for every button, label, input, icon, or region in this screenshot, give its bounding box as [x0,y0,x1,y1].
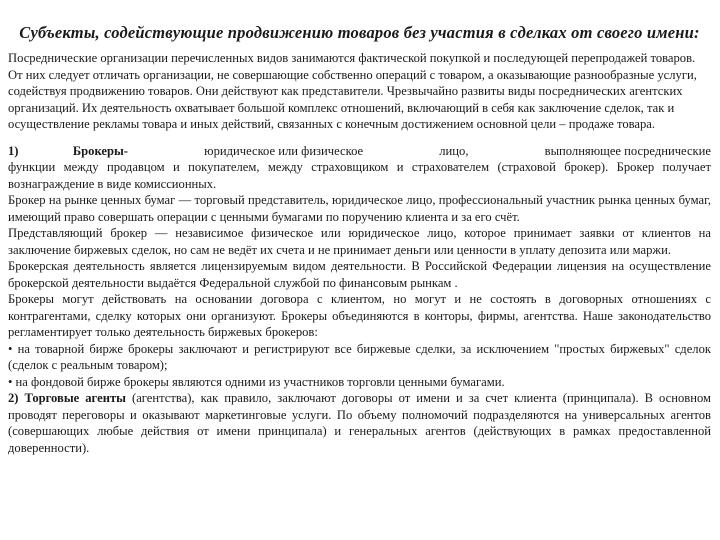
introducing-broker-paragraph: Представляющий брокер — независимое физическое или юридическое лицо, которое принимает заявки от клиентов на заключение биржевых сделок, но сам не ведёт их счета и не принимает деньги или ценности в уплату депозита или маржи. [8,226,711,257]
broker-license-paragraph: Брокерская деятельность является лицензируемым видом деятельности. В Российской Федерации лицензия на осуществление брокерской деятельности выдаётся Федеральной службой по финансовым рынкам . [8,259,711,290]
broker-number-and-term [8,143,128,160]
broker-term: Брокеры- [72,143,129,158]
trade-agents-paragraph [8,390,711,456]
broker-def-part-3: выполняющее посреднические [544,143,711,158]
broker-def-part-1: юридическое или физическое [204,143,364,158]
spacer [8,133,711,143]
agents-text: (агентства), как правило, заключают договоры от имени и за счет клиента (принципала). В основном проводят переговоры и оказывают маркетинговые услуги. По объему полномочий подразделяются на универсальных агентов (совершающих любые действия от имени принципала) и генеральных агентов (действующих в рамках предоставленной доверенности). [8,391,711,455]
broker-securities-market-paragraph: Брокер на рынке ценных бумаг — торговый представитель, юридическое лицо, профессиональный участник рынка ценных бумаг, имеющий право совершать операции с ценными бумагами по поручению клиента и за его счёт. [8,193,711,224]
broker-number: 1) [8,143,19,158]
stock-exchange-bullet: • на фондовой бирже брокеры являются одними из участников торговли ценными бумагами. [8,374,505,389]
agents-term: Торговые агенты [24,391,126,405]
intro-paragraph: Посреднические организации перечисленных видов занимаются фактической покупкой и последующей перепродажей товаров. От них следует отличать организации, не совершающие собственно операций с товаром, а оказывающие разнообразные услуги, содействуя продвижению товаров. Они действуют как представители. Чрезвычайно развиты виды посреднических агентских организаций. Их деятельность охватывает большой комплекс отношений, включающий в себя как заключение сделок, так и осуществление рекламы товара и иных действий, связанных с конечным достижением основной цели – продаже товара. [8,51,697,131]
commodity-exchange-bullet: • на товарной бирже брокеры заключают и регистрируют все биржевые сделки, за исключением "простых биржевых" сделок (сделок с реальным товаром); [8,341,711,372]
page-title: Субъекты, содействующие продвижению товаров без участия в сделках от своего имени: [19,23,700,42]
broker-heading-row [8,143,711,160]
agents-number: 2) [8,391,19,405]
broker-def-part-2: лицо, [439,143,469,158]
broker-definition-rest: функции между продавцом и покупателем, между страховщиком и страхователем (страховой брокер). Брокер получает вознаграждение в виде комиссионных. [8,160,711,191]
broker-contract-paragraph: Брокеры могут действовать на основании договора с клиентом, но могут и не состоять в договорных отношениях с контрагентами, сделку которых они организуют. Брокеры объединяются в конторы, фирмы, агентства. Наше законодательство регламентирует только деятельность биржевых брокеров: [8,292,711,339]
